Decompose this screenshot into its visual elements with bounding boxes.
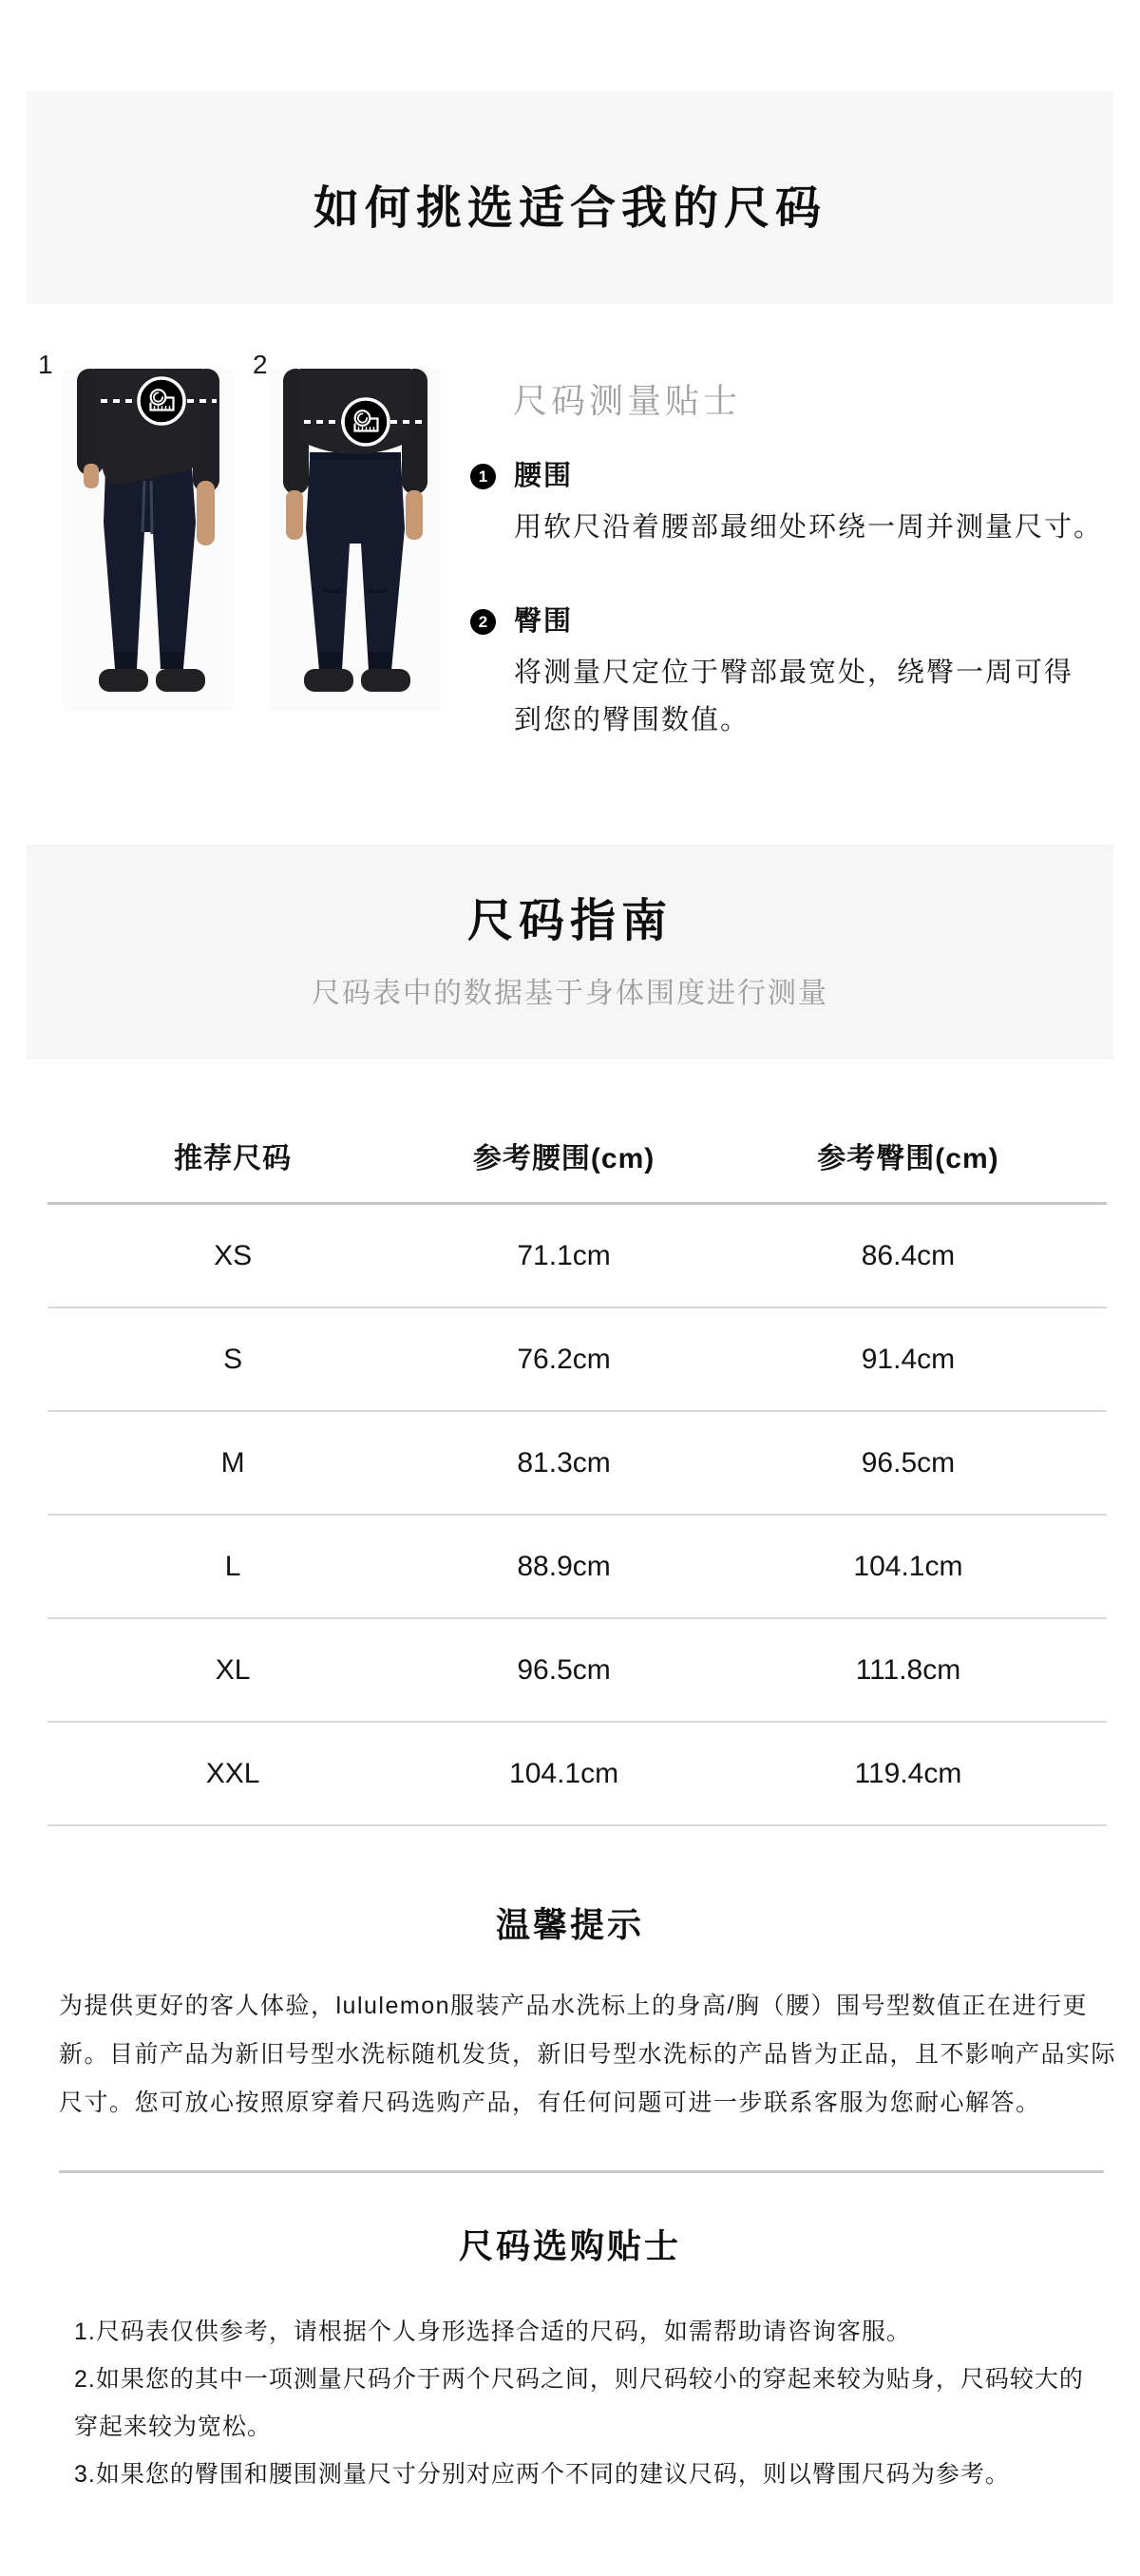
table-cell: 104.1cm [509, 1757, 619, 1789]
table-cell: 81.3cm [517, 1446, 611, 1479]
table-row [48, 1619, 1107, 1723]
text-line: 新。目前产品为新旧号型水洗标随机发货，新旧号型水洗标的产品皆为正品，且不影响产品实际 [59, 2041, 1117, 2068]
tip-waist-label: 腰围 [514, 461, 574, 491]
table-cell: 86.4cm [861, 1239, 956, 1271]
text-line: 将测量尺定位于臀部最宽处，绕臀一周可得 [514, 658, 1074, 688]
tip-waist [470, 462, 1103, 551]
size-guide-title: 尺码指南 [466, 896, 673, 946]
table-cell: 96.5cm [517, 1653, 611, 1686]
header-band [27, 91, 1113, 304]
table-cell: 71.1cm [517, 1239, 611, 1271]
tip-number-badge: 2 [470, 609, 496, 635]
text-line: 尺寸。您可放心按照原穿着尺码选购产品，有任何问题可进一步联系客服为您耐心解答。 [59, 2089, 1041, 2116]
size-guide-band [27, 845, 1113, 1059]
table-cell: 96.5cm [861, 1446, 956, 1479]
table-cell: S [223, 1343, 243, 1375]
warm-tips-title: 温馨提示 [495, 1905, 644, 1944]
warm-tips-body [59, 1982, 1116, 2128]
table-cell: M [220, 1446, 245, 1479]
measuring-tape-icon [139, 378, 184, 424]
page-title: 如何挑选适合我的尺码 [313, 183, 826, 234]
tip-hip-desc [514, 649, 1074, 744]
purchase-tips-list [74, 2308, 1084, 2498]
figure-front-label: 1 [38, 350, 53, 379]
tip-hip [470, 607, 1074, 744]
col-header-hip: 参考臀围(cm) [817, 1143, 999, 1174]
table-cell: XL [215, 1653, 251, 1686]
table-row [48, 1723, 1107, 1826]
model-photo-front [63, 369, 234, 711]
text-line: 为提供更好的客人体验，lululemon服装产品水洗标上的身高/胸（腰）围号型数值正在进行更 [59, 1993, 1088, 2019]
text-line: 到您的臀围数值。 [514, 705, 750, 735]
size-table-rows [48, 1205, 1107, 1826]
col-header-size: 推荐尺码 [174, 1143, 293, 1174]
measuring-tape-icon [343, 399, 389, 445]
col-header-waist: 参考腰围(cm) [472, 1143, 656, 1174]
table-cell: XS [214, 1239, 253, 1271]
size-table-header [48, 1059, 1107, 1205]
measure-tips-title: 尺码测量贴士 [513, 381, 742, 420]
table-row [48, 1412, 1107, 1516]
size-guide-subtitle: 尺码表中的数据基于身体围度进行测量 [312, 978, 828, 1009]
purchase-tips-title: 尺码选购贴士 [458, 2226, 681, 2265]
table-row [48, 1516, 1107, 1619]
table-row [48, 1308, 1107, 1412]
figure-back-label: 2 [253, 350, 268, 379]
text-line: 用软尺沿着腰部最细处环绕一周并测量尺寸。 [514, 512, 1104, 543]
table-cell: 119.4cm [854, 1757, 962, 1789]
size-table [48, 1059, 1107, 1826]
table-cell: 76.2cm [517, 1343, 611, 1375]
text-line: 3.如果您的臀围和腰围测量尺寸分别对应两个不同的建议尺码，则以臀围尺码为参考。 [74, 2461, 1010, 2488]
text-line: 1.尺码表仅供参考，请根据个人身形选择合适的尺码，如需帮助请咨询客服。 [74, 2318, 911, 2345]
tip-waist-desc [514, 504, 1103, 551]
table-cell: XXL [205, 1757, 260, 1789]
tip-hip-label: 臀围 [514, 606, 574, 637]
model-photo-back [270, 369, 441, 711]
tip-number-badge: 1 [470, 464, 496, 489]
table-cell: 111.8cm [855, 1653, 961, 1686]
table-row [48, 1205, 1107, 1308]
table-cell: L [224, 1550, 241, 1582]
text-line: 穿起来较为宽松。 [74, 2414, 273, 2440]
table-cell: 104.1cm [853, 1550, 963, 1582]
text-line: 2.如果您的其中一项测量尺码介于两个尺码之间，则尺码较小的穿起来较为贴身，尺码较大的 [74, 2366, 1084, 2393]
table-cell: 91.4cm [861, 1343, 956, 1375]
section-divider [59, 2170, 1104, 2173]
table-cell: 88.9cm [517, 1550, 611, 1582]
